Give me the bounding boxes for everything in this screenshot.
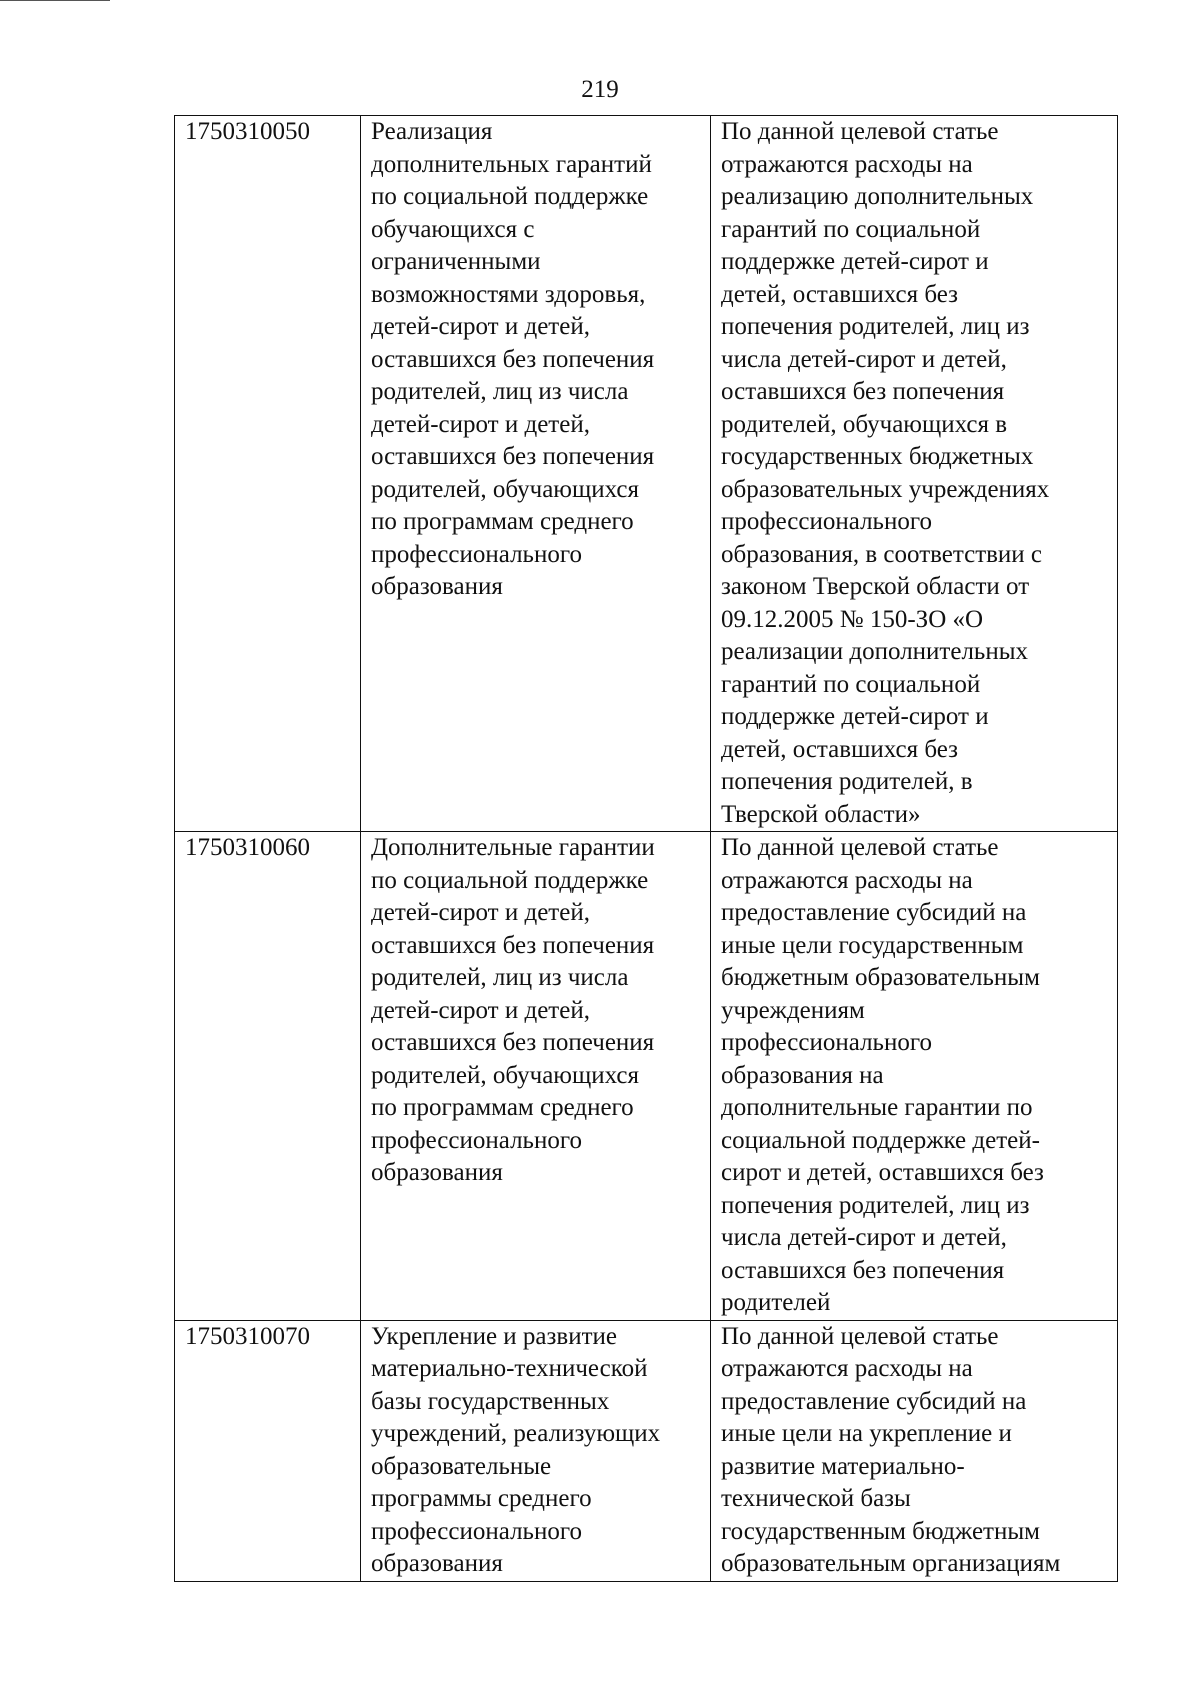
target-name-line: родителей, обучающихся xyxy=(371,475,639,503)
target-description-line: предоставление субсидий на xyxy=(721,899,1027,926)
target-name-line: по социальной поддержке xyxy=(371,866,649,894)
target-description-line: попечения родителей, лиц из xyxy=(721,313,1030,340)
target-description-line: Тверской области» xyxy=(721,800,921,828)
target-description-line: образования на xyxy=(721,1061,884,1089)
target-description-line: образования, в соответствии с xyxy=(721,540,1043,568)
table-row xyxy=(175,832,1118,1321)
target-name-line: по социальной поддержке xyxy=(371,183,649,210)
target-description-line: развитие материально- xyxy=(721,1452,965,1480)
target-name-line: профессионального xyxy=(371,1126,582,1154)
target-name-line: Укрепление и развитие xyxy=(371,1322,617,1350)
target-description-line: родителей xyxy=(721,1289,831,1316)
target-description-line: государственных бюджетных xyxy=(721,443,1034,470)
target-description-line: оставшихся без попечения xyxy=(721,378,1005,405)
target-description-line: По данной целевой статье xyxy=(721,118,999,145)
target-description-line: реализацию дополнительных xyxy=(721,183,1034,210)
target-description-cell xyxy=(711,1320,1118,1581)
target-code-cell xyxy=(175,832,361,1321)
target-name-line: детей-сирот и детей, xyxy=(371,899,590,926)
target-name-line: обучающихся с xyxy=(371,215,535,243)
target-description-line: профессионального xyxy=(721,508,932,535)
target-description-line: реализации дополнительных xyxy=(721,638,1029,665)
budget-code-table xyxy=(174,115,1118,1582)
target-description-line: попечения родителей, лиц из xyxy=(721,1191,1030,1219)
target-description-cell xyxy=(711,832,1118,1321)
target-description-line: оставшихся без попечения xyxy=(721,1256,1005,1284)
target-name-line: образовательные xyxy=(371,1452,552,1480)
target-description-line: образовательным организациям xyxy=(721,1550,1061,1577)
target-name-line: программы среднего xyxy=(371,1485,592,1512)
target-description-line: социальной поддержке детей- xyxy=(721,1126,1040,1154)
target-name-line: профессионального xyxy=(371,540,582,568)
target-code-cell xyxy=(175,116,361,832)
target-name-line: дополнительных гарантий xyxy=(371,150,652,178)
target-description-line: родителей, обучающихся в xyxy=(721,410,1008,438)
target-description-line: поддержке детей-сирот и xyxy=(721,248,989,275)
target-name-line: материально-технической xyxy=(371,1355,648,1382)
target-code: 1750310060 xyxy=(185,834,310,861)
target-description-line: гарантий по социальной xyxy=(721,215,981,243)
target-description-line: образовательных учреждениях xyxy=(721,475,1050,503)
target-description-line: отражаются расходы на xyxy=(721,866,973,894)
target-name-line: детей-сирот и детей, xyxy=(371,996,590,1024)
target-description-line: По данной целевой статье xyxy=(721,834,999,861)
target-name-line: родителей, лиц из числа xyxy=(371,378,629,405)
target-description-line: отражаются расходы на xyxy=(721,150,973,178)
target-description-line: бюджетным образовательным xyxy=(721,964,1040,991)
target-description-line: предоставление субсидий на xyxy=(721,1387,1027,1415)
target-name-line: родителей, обучающихся xyxy=(371,1061,639,1089)
target-code: 1750310070 xyxy=(185,1322,310,1350)
page-number: 219 xyxy=(581,76,619,103)
target-name-cell xyxy=(361,832,711,1321)
target-name-line: возможностями здоровья, xyxy=(371,280,646,308)
target-code: 1750310050 xyxy=(185,118,310,145)
target-name-line: оставшихся без попечения xyxy=(371,443,655,470)
target-description-line: иные цели на укрепление и xyxy=(721,1420,1012,1447)
table-row xyxy=(175,1320,1118,1581)
target-name-line: родителей, лиц из числа xyxy=(371,964,629,991)
target-name-line: детей-сирот и детей, xyxy=(371,313,590,340)
target-description-line: профессионального xyxy=(721,1029,932,1056)
target-description-line: гарантий по социальной xyxy=(721,670,981,698)
target-name-line: базы государственных xyxy=(371,1387,610,1415)
target-description-line: сирот и детей, оставшихся без xyxy=(721,1159,1044,1186)
target-description-line: По данной целевой статье xyxy=(721,1322,999,1350)
target-name-line: образования xyxy=(371,1550,503,1577)
target-description-line: государственным бюджетным xyxy=(721,1517,1040,1545)
target-description-line: законом Тверской области от xyxy=(721,573,1030,600)
target-name-line: оставшихся без попечения xyxy=(371,1029,655,1056)
target-name-line: профессионального xyxy=(371,1517,582,1545)
target-description-line: дополнительные гарантии по xyxy=(721,1094,1033,1121)
table-body xyxy=(175,116,1118,1582)
target-description-line: поддержке детей-сирот и xyxy=(721,703,989,730)
target-description-line: технической базы xyxy=(721,1485,911,1512)
target-name-line: Реализация xyxy=(371,118,493,145)
target-description-line: иные цели государственным xyxy=(721,931,1024,959)
target-description-line: числа детей-сирот и детей, xyxy=(721,1224,1007,1251)
target-description-line: числа детей-сирот и детей, xyxy=(721,345,1007,373)
target-description-line: учреждениям xyxy=(721,996,865,1024)
target-description-line: попечения родителей, в xyxy=(721,768,973,795)
target-name-line: учреждений, реализующих xyxy=(371,1420,661,1447)
target-description-line: отражаются расходы на xyxy=(721,1355,973,1382)
target-name-cell xyxy=(361,116,711,832)
target-name-line: оставшихся без попечения xyxy=(371,931,655,959)
table-row xyxy=(175,116,1118,832)
target-description-line: 09.12.2005 № 150-ЗО «О xyxy=(721,605,984,633)
target-name-line: по программам среднего xyxy=(371,1094,634,1121)
target-name-line: оставшихся без попечения xyxy=(371,345,655,373)
target-name-line: Дополнительные гарантии xyxy=(371,834,655,861)
target-description-line: детей, оставшихся без xyxy=(721,280,958,308)
target-name-line: по программам среднего xyxy=(371,508,634,535)
target-name-line: ограниченными xyxy=(371,248,541,275)
target-name-line: образования xyxy=(371,573,503,600)
target-name-cell xyxy=(361,1320,711,1581)
target-code-cell xyxy=(175,1320,361,1581)
scan-corner-mark xyxy=(0,0,110,2)
target-description-cell xyxy=(711,116,1118,832)
target-name-line: образования xyxy=(371,1159,503,1186)
target-description-line: детей, оставшихся без xyxy=(721,735,958,763)
target-name-line: детей-сирот и детей, xyxy=(371,410,590,438)
